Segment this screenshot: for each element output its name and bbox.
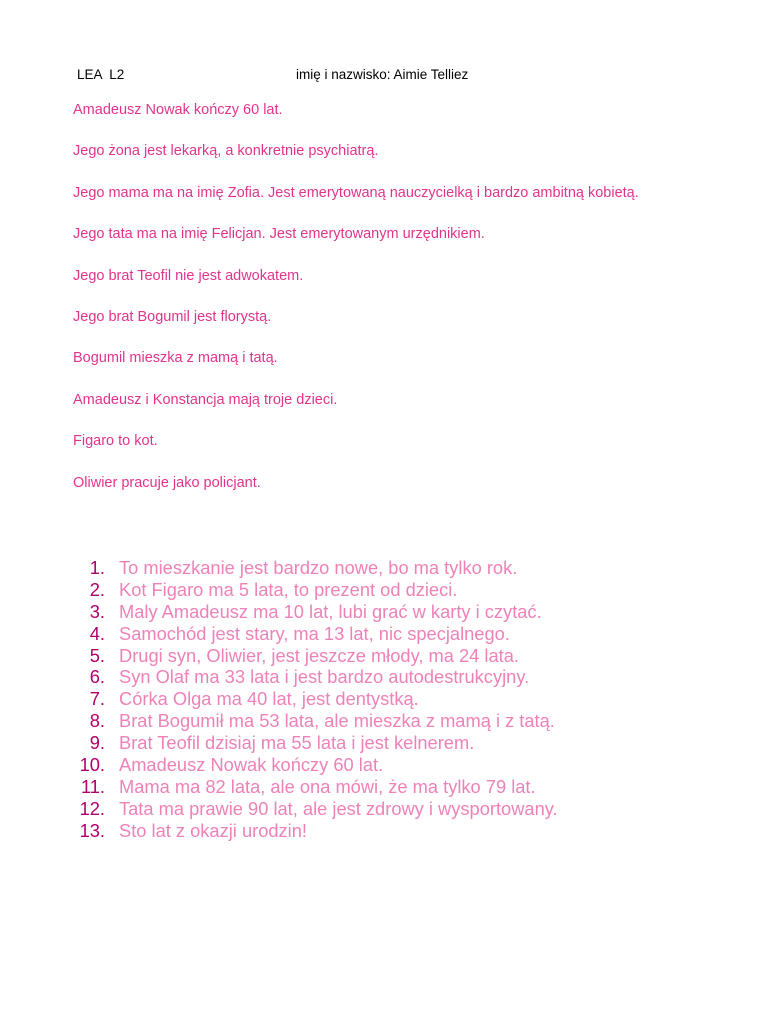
sentence: Jego brat Bogumil jest florystą. <box>73 308 272 325</box>
list-number: 2. <box>89 578 105 600</box>
list-item <box>73 601 713 623</box>
list-number: 11. <box>80 775 105 797</box>
list-number: 6. <box>89 666 105 688</box>
list-item <box>73 557 713 579</box>
sentence: Oliwier pracuje jako policjant. <box>73 474 261 491</box>
list-number: 12. <box>79 797 105 819</box>
list-item <box>73 623 713 645</box>
list-text: Samochód jest stary, ma 13 lat, nic specjalnego. <box>119 622 510 644</box>
list-text: Kot Figaro ma 5 lata, to prezent od dzieci. <box>119 578 458 600</box>
list-text: Tata ma prawie 90 lat, ale jest zdrowy i wysportowany. <box>119 797 558 819</box>
list-number: 5. <box>89 644 105 666</box>
list-number: 7. <box>89 688 105 710</box>
list-number: 9. <box>89 732 105 754</box>
numbered-list <box>73 557 713 842</box>
sentence: Jego tata ma na imię Felicjan. Jest emerytowanym urzędnikiem. <box>73 226 485 243</box>
list-item <box>73 688 713 710</box>
list-number: 4. <box>89 622 105 644</box>
list-text: Maly Amadeusz ma 10 lat, lubi grać w karty i czytać. <box>119 600 542 622</box>
list-item <box>73 710 713 732</box>
list-text: Brat Teofil dzisiaj ma 55 lata i jest kelnerem. <box>119 732 475 754</box>
list-text: Drugi syn, Oliwier, jest jeszcze młody, ma 24 lata. <box>119 644 519 666</box>
sentence: Amadeusz Nowak kończy 60 lat. <box>73 102 283 118</box>
list-text: Córka Olga ma 40 lat, jest dentystką. <box>119 688 419 710</box>
sentence: Figaro to kot. <box>73 433 158 450</box>
sentence: Jego mama ma na imię Zofia. Jest emerytowaną nauczycielką i bardzo ambitną kobietą. <box>73 184 639 201</box>
list-item <box>73 732 713 754</box>
sentence-list <box>73 100 733 514</box>
list-text: Syn Olaf ma 33 lata i jest bardzo autodestrukcyjny. <box>119 666 530 688</box>
list-item <box>73 820 713 842</box>
list-text: Mama ma 82 lata, ale ona mówi, że ma tylko 79 lat. <box>119 775 536 797</box>
list-item <box>73 579 713 601</box>
course-label: LEA L2 <box>77 67 125 82</box>
list-item <box>73 776 713 798</box>
document-header <box>77 67 717 85</box>
list-text: To mieszkanie jest bardzo nowe, bo ma tylko rok. <box>119 557 518 578</box>
list-item <box>73 754 713 776</box>
list-text: Amadeusz Nowak kończy 60 lat. <box>119 754 384 776</box>
sentence: Jego brat Teofil nie jest adwokatem. <box>73 267 304 284</box>
list-text: Brat Bogumił ma 53 lata, ale mieszka z mamą i z tatą. <box>119 710 555 732</box>
list-number: 3. <box>89 600 105 622</box>
sentence: Bogumil mieszka z mamą i tatą. <box>73 350 278 367</box>
list-text: Sto lat z okazji urodzin! <box>119 819 307 841</box>
list-number: 1. <box>89 557 105 578</box>
list-item <box>73 645 713 667</box>
list-number: 13. <box>79 819 105 841</box>
sentence: Amadeusz i Konstancja mają troje dzieci. <box>73 391 338 408</box>
list-item <box>73 666 713 688</box>
list-number: 8. <box>89 710 105 732</box>
list-item <box>73 798 713 820</box>
sentence: Jego żona jest lekarką, a konkretnie psychiatrą. <box>73 143 379 160</box>
list-number: 10. <box>79 754 105 776</box>
student-name-field: imię i nazwisko: Aimie Telliez <box>296 67 469 82</box>
